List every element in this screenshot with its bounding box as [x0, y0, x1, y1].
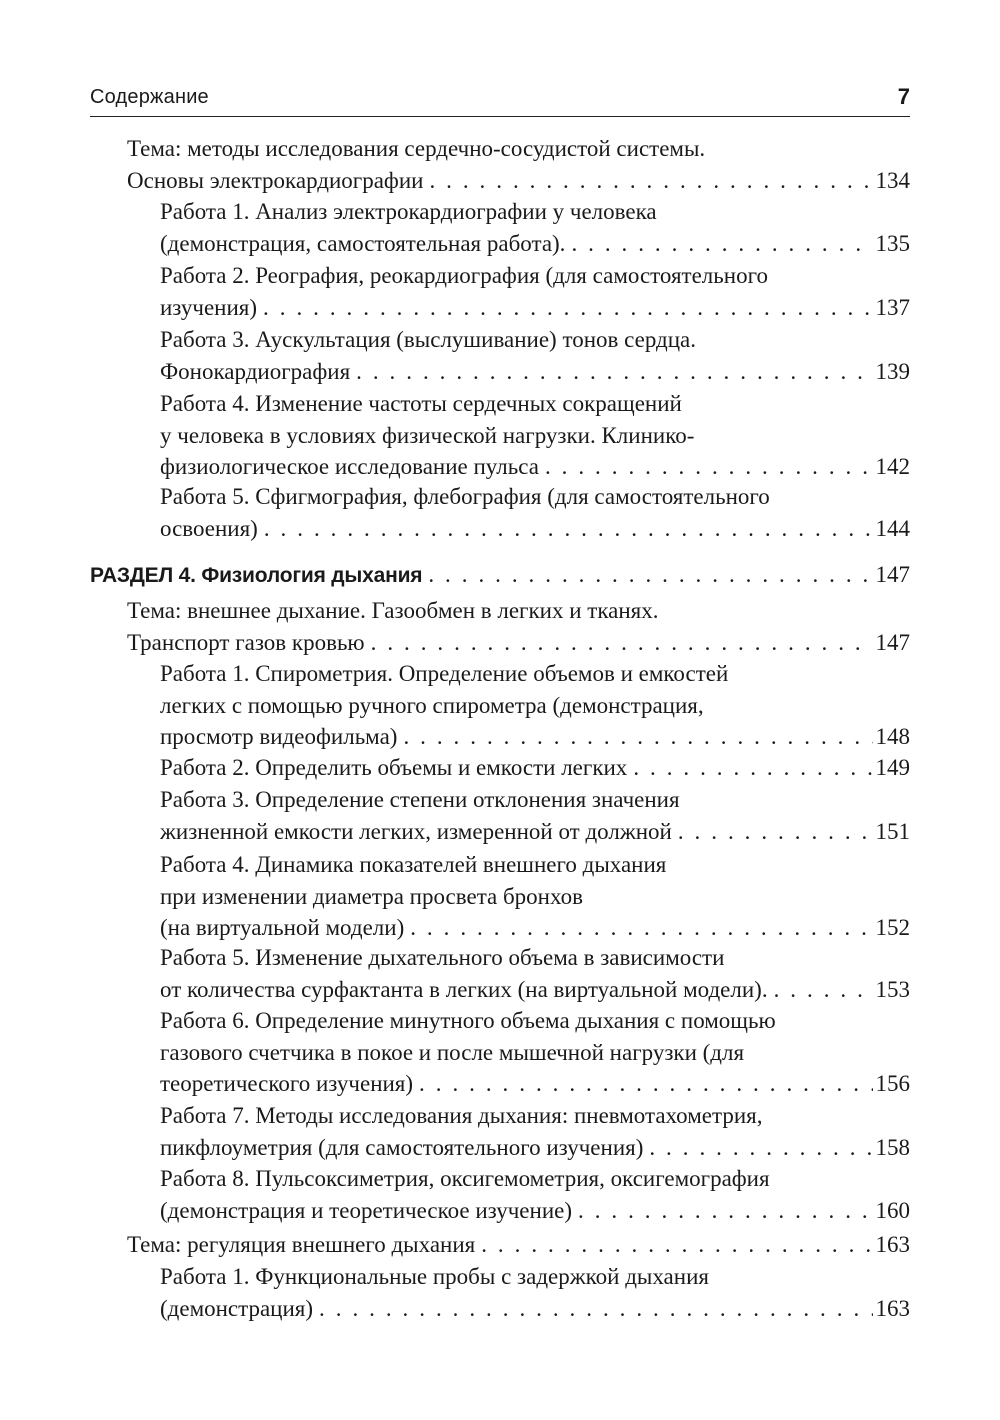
toc-entry-title: (демонстрация и теоретическое изучение): [160, 1197, 572, 1223]
toc-entry-title: Тема: регуляция внешнего дыхания: [127, 1232, 476, 1257]
toc-section-entry[interactable]: [90, 559, 910, 592]
toc-entry-line: Работа 6. Определение минутного объема дыхания с помощью: [160, 1008, 776, 1033]
dot-leader: [643, 1132, 872, 1164]
dot-leader: [475, 1229, 872, 1261]
toc-entry-line: Работа 5. Сфигмография, флебография (для самостоятельного: [160, 484, 770, 509]
toc-page-number: 158: [875, 1134, 910, 1160]
toc-entry-title: Фонокардиография: [160, 358, 351, 384]
toc-work-entry[interactable]: [160, 324, 910, 387]
toc-entry-title: освоения): [160, 515, 258, 541]
toc-entry-title: Транспорт газов кровью: [127, 629, 365, 655]
running-header: [90, 86, 910, 116]
dot-leader: [413, 1068, 872, 1100]
dot-leader: [404, 912, 872, 944]
toc-entry-final-line: [160, 721, 910, 753]
toc-work-entry[interactable]: [160, 388, 910, 483]
toc-entry-title: изучения): [160, 294, 258, 320]
toc-entry-final-line: [160, 1293, 910, 1325]
toc-page-number: 134: [875, 167, 910, 193]
toc-entry-title: (демонстрация, самостоятельная работа).: [160, 230, 566, 256]
toc-work-entry[interactable]: [160, 1261, 910, 1324]
toc-entry-final-line: [160, 1132, 910, 1164]
toc-work-entry[interactable]: [160, 1005, 910, 1100]
toc-entry-line: Работа 8. Пульсоксиметрия, оксигемометрия, оксигемография: [160, 1166, 770, 1191]
toc-entry-title: (демонстрация): [160, 1295, 314, 1321]
toc-entry-final-line: [160, 1068, 910, 1100]
toc-entry-line: Работа 5. Изменение дыхательного объема в зависимости: [160, 945, 725, 970]
toc-page-number: 147: [875, 562, 910, 587]
toc-page-number: 149: [875, 755, 910, 780]
toc-entry-title: РАЗДЕЛ 4. Физиология дыхания: [90, 564, 423, 587]
dot-leader: [565, 228, 872, 260]
toc-work-entry[interactable]: [160, 481, 910, 544]
toc-work-entry[interactable]: [160, 260, 910, 323]
toc-work-entry[interactable]: [160, 784, 910, 847]
toc-page-number: 147: [875, 629, 910, 655]
toc-entry-line: Тема: внешнее дыхание. Газообмен в легких и тканях.: [127, 598, 659, 623]
toc-entry-final-line: [127, 627, 910, 659]
toc-page-number: 151: [875, 818, 910, 844]
toc-entry-title: Работа 2. Определить объемы и емкости легких: [160, 755, 628, 780]
toc-entry-title: Основы электрокардиографии: [127, 167, 424, 193]
dot-leader: [768, 974, 873, 1006]
toc-entry-final-line: [127, 1229, 910, 1261]
toc-entry-title: физиологическое исследование пульса: [160, 454, 539, 479]
toc-page-number: 144: [875, 515, 910, 541]
toc-entry-line: Работа 7. Методы исследования дыхания: пневмотахометрия,: [160, 1103, 763, 1128]
dot-leader: [572, 1195, 873, 1227]
toc-entry-final-line: [160, 451, 910, 483]
dot-leader: [350, 356, 872, 388]
toc-entry-final-line: [127, 165, 910, 197]
toc-topic-entry[interactable]: [127, 1229, 910, 1261]
toc-page-number: 142: [875, 454, 910, 479]
toc-entry-title: от количества сурфактанта в легких (на виртуальной модели).: [160, 976, 768, 1002]
toc-work-entry[interactable]: [160, 942, 910, 1005]
toc-entry-line: газового счетчика в покое и после мышечной нагрузки (для: [160, 1039, 745, 1065]
dot-leader: [539, 451, 873, 483]
toc-work-entry[interactable]: [160, 196, 910, 259]
toc-work-entry[interactable]: [160, 658, 910, 753]
toc-entry-final-line: [160, 513, 910, 545]
dot-leader: [627, 752, 872, 784]
toc-entry-final-line: [160, 912, 910, 944]
dot-leader: [365, 627, 873, 659]
dot-leader: [397, 721, 872, 753]
toc-entry-line: Работа 2. Реография, реокардиография (для самостоятельного: [160, 263, 768, 288]
toc-work-entry[interactable]: [160, 752, 910, 784]
toc-entry-line: Работа 4. Изменение частоты сердечных сокращений: [160, 391, 682, 416]
dot-leader: [672, 816, 873, 848]
toc-entry-final-line: [160, 752, 910, 784]
toc-entry-line: Работа 3. Определение степени отклонения значения: [160, 787, 680, 812]
toc-entry-final-line: [160, 974, 910, 1006]
toc-entry-final-line: [160, 228, 910, 260]
toc-entry-title: просмотр видеофильма): [160, 724, 398, 749]
toc-page-number: 163: [875, 1232, 910, 1257]
toc-entry-title: жизненной емкости легких, измеренной от должной: [160, 818, 672, 844]
toc-entry-final-line: [160, 1195, 910, 1227]
header-rule: [90, 116, 910, 117]
dot-leader: [313, 1293, 872, 1325]
page-number: 7: [897, 84, 910, 109]
toc-entry-final-line: [90, 559, 910, 592]
toc-entry-line: Тема: методы исследования сердечно-сосудистой системы.: [127, 136, 706, 161]
toc-entry-title: теоретического изучения): [160, 1071, 414, 1096]
running-header-title: Содержание: [90, 86, 209, 108]
toc-entry-line: Работа 4. Динамика показателей внешнего дыхания: [160, 852, 667, 877]
toc-entry-line: Работа 3. Аускультация (выслушивание) тонов сердца.: [160, 327, 696, 352]
toc-entry-line: Работа 1. Анализ электрокардиографии у человека: [160, 199, 657, 224]
toc-page-number: 153: [875, 976, 910, 1002]
toc-work-entry[interactable]: [160, 849, 910, 944]
toc-page-number: 137: [875, 294, 910, 320]
dot-leader: [257, 292, 872, 324]
toc-entry-final-line: [160, 292, 910, 324]
dot-leader: [422, 559, 872, 591]
toc-work-entry[interactable]: [160, 1163, 910, 1226]
toc-entry-line: при изменении диаметра просвета бронхов: [160, 883, 583, 909]
toc-entry-title: (на виртуальной модели): [160, 915, 405, 940]
toc-page-number: 152: [875, 915, 910, 940]
toc-page-number: 163: [875, 1295, 910, 1321]
toc-entry-line: Работа 1. Функциональные пробы с задержкой дыхания: [160, 1264, 709, 1289]
toc-page-number: 139: [875, 358, 910, 384]
toc-entry-line: Работа 1. Спирометрия. Определение объемов и емкостей: [160, 661, 729, 686]
toc-work-entry[interactable]: [160, 1100, 910, 1163]
toc-entry-line: легких с помощью ручного спирометра (демонстрация,: [160, 692, 704, 718]
dot-leader: [423, 165, 872, 197]
toc-entry-line: у человека в условиях физической нагрузки. Клинико-: [160, 422, 695, 448]
toc-entry-final-line: [160, 356, 910, 388]
toc-entry-final-line: [160, 816, 910, 848]
toc-topic-entry[interactable]: [127, 133, 910, 196]
toc-topic-entry[interactable]: [127, 595, 910, 658]
toc-page-number: 148: [875, 724, 910, 749]
toc-page-number: 160: [875, 1197, 910, 1223]
toc-page-number: 156: [875, 1071, 910, 1096]
toc-entry-title: пикфлоуметрия (для самостоятельного изучения): [160, 1134, 644, 1160]
dot-leader: [258, 513, 873, 545]
toc-page-number: 135: [875, 230, 910, 256]
